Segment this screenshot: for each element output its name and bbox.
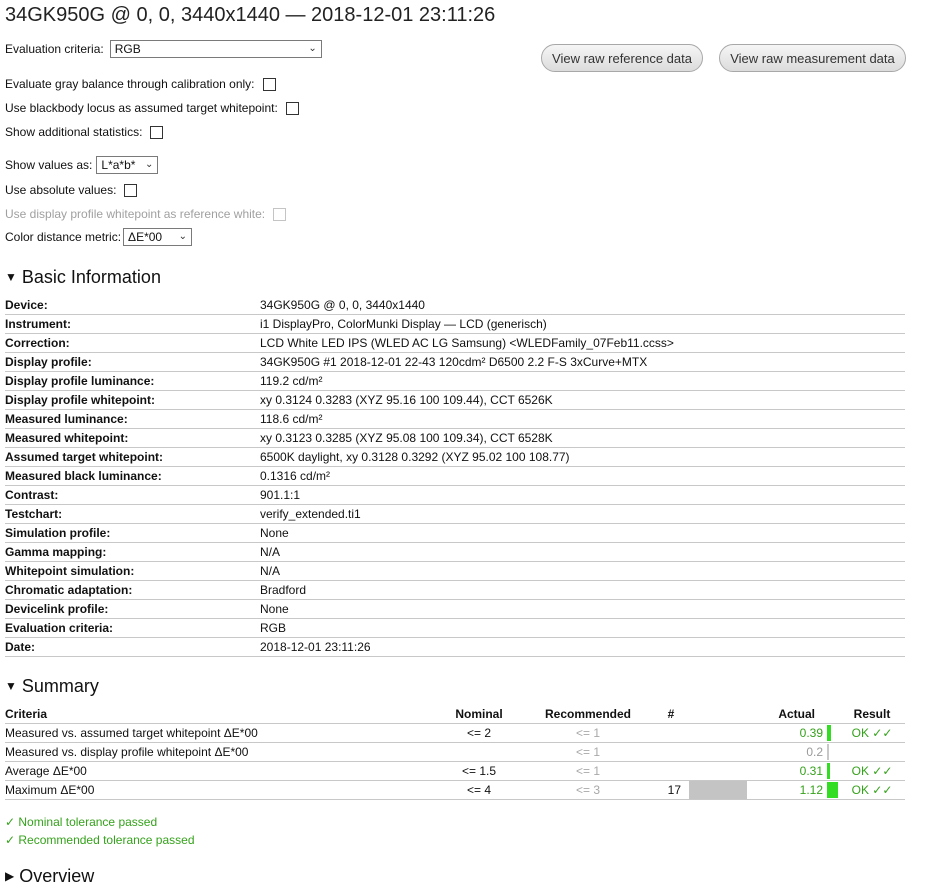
info-row [5, 372, 905, 391]
summary-actual-bar [827, 762, 839, 781]
info-row [5, 391, 905, 410]
blackbody-row [5, 101, 299, 115]
summary-heading[interactable] [5, 676, 99, 697]
page-title: 34GK950G @ 0, 0, 3440x1440 — 2018-12-01 23:11:26 [5, 4, 496, 26]
info-value: xy 0.3124 0.3283 (XYZ 95.16 100 109.44), CCT 6526K [260, 391, 905, 410]
header-result: Result [839, 705, 905, 724]
info-value: RGB [260, 619, 905, 638]
info-key: Gamma mapping: [5, 543, 260, 562]
header-actual: Actual [747, 705, 827, 724]
recommended-passed-status: ✓ Recommended tolerance passed [5, 833, 195, 847]
blackbody-label: Use blackbody locus as assumed target whitepoint: [5, 101, 278, 115]
distance-metric-row [5, 228, 192, 246]
summary-row [5, 762, 905, 781]
info-value: 6500K daylight, xy 0.3128 0.3292 (XYZ 95.02 100 108.77) [260, 448, 905, 467]
info-key: Evaluation criteria: [5, 619, 260, 638]
basic-info-heading[interactable] [5, 267, 161, 288]
summary-actual: 0.31 [747, 762, 827, 781]
gray-balance-checkbox[interactable] [263, 78, 276, 91]
info-key: Instrument: [5, 315, 260, 334]
info-key: Measured luminance: [5, 410, 260, 429]
blackbody-checkbox[interactable] [286, 102, 299, 115]
show-values-row [5, 156, 158, 174]
info-row [5, 619, 905, 638]
info-key: Date: [5, 638, 260, 657]
display-whitepoint-label: Use display profile whitepoint as reference white: [5, 207, 266, 221]
header-actual-bar [827, 705, 839, 724]
distance-metric-select[interactable] [123, 228, 192, 246]
show-values-value: L*a*b* [101, 158, 136, 172]
collapse-triangle-icon: ▼ [5, 270, 17, 284]
info-row [5, 581, 905, 600]
actual-bar [827, 725, 831, 741]
info-row [5, 334, 905, 353]
summary-actual: 1.12 [747, 781, 827, 800]
info-value: 901.1:1 [260, 486, 905, 505]
show-values-select[interactable] [96, 156, 158, 174]
collapse-triangle-icon: ▶ [5, 869, 15, 883]
summary-recommended: <= 3 [523, 781, 653, 800]
header-criteria: Criteria [5, 705, 435, 724]
summary-actual-bar [827, 724, 839, 743]
summary-recommended: <= 1 [523, 762, 653, 781]
summary-actual: 0.2 [747, 743, 827, 762]
summary-nominal [435, 743, 523, 762]
eval-criteria-select[interactable] [110, 40, 322, 58]
summary-nominal: <= 2 [435, 724, 523, 743]
info-row [5, 562, 905, 581]
actual-bar [827, 744, 829, 760]
info-row [5, 353, 905, 372]
summary-count [653, 724, 689, 743]
summary-recommended: <= 1 [523, 724, 653, 743]
display-whitepoint-row [5, 207, 286, 221]
basic-info-heading-text: Basic Information [21, 267, 161, 287]
info-key: Contrast: [5, 486, 260, 505]
info-value: Bradford [260, 581, 905, 600]
summary-actual: 0.39 [747, 724, 827, 743]
summary-nominal: <= 4 [435, 781, 523, 800]
nominal-passed-status: ✓ Nominal tolerance passed [5, 815, 158, 829]
overview-heading-text: Overview [19, 866, 95, 886]
overview-heading[interactable] [5, 866, 94, 887]
info-value: 34GK950G @ 0, 0, 3440x1440 [260, 296, 905, 315]
basic-info-table [5, 296, 905, 657]
absolute-values-row [5, 183, 137, 197]
info-key: Chromatic adaptation: [5, 581, 260, 600]
chevron-down-icon: ⌄ [178, 231, 188, 242]
info-key: Display profile luminance: [5, 372, 260, 391]
header-bar [689, 705, 747, 724]
chevron-down-icon: ⌄ [145, 159, 154, 170]
summary-table [5, 705, 905, 800]
info-row [5, 467, 905, 486]
summary-result: OK ✓✓ [839, 781, 905, 800]
distance-metric-label: Color distance metric: [5, 230, 122, 244]
summary-count [653, 743, 689, 762]
summary-count: 17 [653, 781, 689, 800]
distance-metric-value: ΔE*00 [128, 230, 163, 244]
info-row [5, 543, 905, 562]
info-value: 119.2 cd/m² [260, 372, 905, 391]
header-nominal: Nominal [435, 705, 523, 724]
additional-stats-label: Show additional statistics: [5, 125, 143, 139]
info-value: None [260, 524, 905, 543]
info-row [5, 315, 905, 334]
actual-bar [827, 782, 838, 798]
info-key: Measured black luminance: [5, 467, 260, 486]
summary-row [5, 724, 905, 743]
summary-criteria: Measured vs. display profile whitepoint ΔE*00 [5, 743, 435, 762]
collapse-triangle-icon: ▼ [5, 679, 17, 693]
info-value: xy 0.3123 0.3285 (XYZ 95.08 100 109.34), CCT 6528K [260, 429, 905, 448]
info-row [5, 448, 905, 467]
header-count: # [653, 705, 689, 724]
summary-header-row [5, 705, 905, 724]
summary-actual-bar [827, 781, 839, 800]
info-row [5, 638, 905, 657]
info-key: Display profile whitepoint: [5, 391, 260, 410]
info-key: Display profile: [5, 353, 260, 372]
summary-recommended: <= 1 [523, 743, 653, 762]
eval-criteria-value: RGB [114, 42, 141, 56]
info-value: i1 DisplayPro, ColorMunki Display — LCD (generisch) [260, 315, 905, 334]
summary-count-bar [689, 781, 747, 800]
info-key: Devicelink profile: [5, 600, 260, 619]
info-value: verify_extended.ti1 [260, 505, 905, 524]
info-value: 2018-12-01 23:11:26 [260, 638, 905, 657]
info-value: 34GK950G #1 2018-12-01 22-43 120cdm² D6500 2.2 F-S 3xCurve+MTX [260, 353, 905, 372]
info-value: 0.1316 cd/m² [260, 467, 905, 486]
info-key: Whitepoint simulation: [5, 562, 260, 581]
info-key: Simulation profile: [5, 524, 260, 543]
info-value: 118.6 cd/m² [260, 410, 905, 429]
summary-nominal: <= 1.5 [435, 762, 523, 781]
summary-criteria: Measured vs. assumed target whitepoint ΔE*00 [5, 724, 435, 743]
info-row [5, 296, 905, 315]
summary-row [5, 781, 905, 800]
info-key: Assumed target whitepoint: [5, 448, 260, 467]
additional-stats-row [5, 125, 163, 139]
summary-count [653, 762, 689, 781]
summary-count-bar [689, 762, 747, 781]
info-row [5, 600, 905, 619]
summary-count-bar [689, 724, 747, 743]
info-key: Correction: [5, 334, 260, 353]
info-value: N/A [260, 543, 905, 562]
summary-heading-text: Summary [21, 676, 99, 696]
summary-actual-bar [827, 743, 839, 762]
show-values-label: Show values as: [5, 158, 93, 172]
info-value: LCD White LED IPS (WLED AC LG Samsung) <WLEDFamily_07Feb11.ccss> [260, 334, 905, 353]
info-key: Device: [5, 296, 260, 315]
summary-criteria: Average ΔE*00 [5, 762, 435, 781]
header-recommended: Recommended [523, 705, 653, 724]
summary-result [839, 743, 905, 762]
view-raw-reference-button[interactable]: View raw reference data [541, 44, 703, 72]
eval-criteria-row [5, 40, 322, 58]
info-row [5, 429, 905, 448]
info-row [5, 524, 905, 543]
count-bar [689, 781, 747, 799]
info-key: Testchart: [5, 505, 260, 524]
view-raw-measurement-button[interactable]: View raw measurement data [719, 44, 906, 72]
summary-result: OK ✓✓ [839, 762, 905, 781]
chevron-down-icon: ⌄ [308, 43, 317, 54]
info-row [5, 505, 905, 524]
summary-row [5, 743, 905, 762]
gray-balance-label: Evaluate gray balance through calibration only: [5, 77, 255, 91]
info-row [5, 410, 905, 429]
summary-criteria: Maximum ΔE*00 [5, 781, 435, 800]
info-value: None [260, 600, 905, 619]
actual-bar [827, 763, 830, 779]
summary-result: OK ✓✓ [839, 724, 905, 743]
absolute-values-checkbox[interactable] [124, 184, 137, 197]
info-value: N/A [260, 562, 905, 581]
display-whitepoint-checkbox [273, 208, 286, 221]
info-key: Measured whitepoint: [5, 429, 260, 448]
additional-stats-checkbox[interactable] [150, 126, 163, 139]
info-row [5, 486, 905, 505]
absolute-values-label: Use absolute values: [5, 183, 117, 197]
eval-criteria-label: Evaluation criteria: [5, 42, 104, 56]
gray-balance-row [5, 77, 276, 91]
summary-count-bar [689, 743, 747, 762]
